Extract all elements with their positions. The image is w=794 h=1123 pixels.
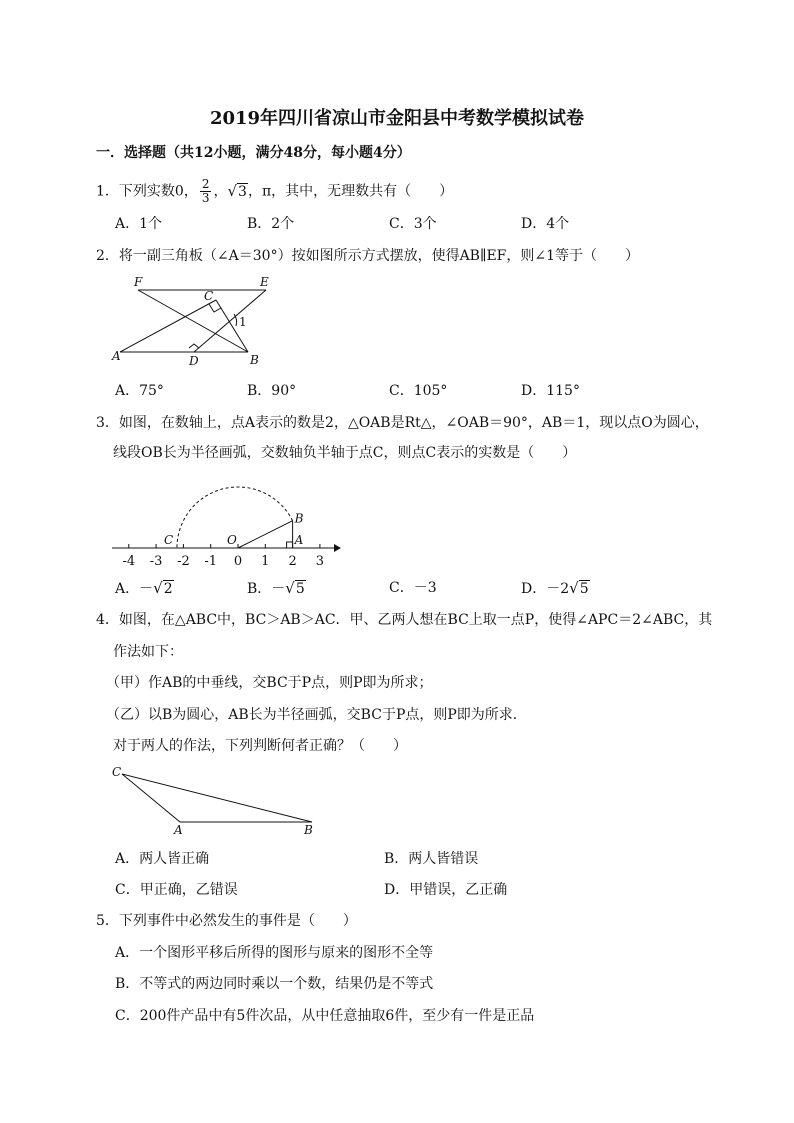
label-o: O — [227, 533, 237, 547]
question-3-line-2: 线段OB长为半径画弧，交数轴负半轴于点C，则点C表示的实数是（ ） — [113, 445, 577, 461]
question-number: 3． — [96, 415, 119, 431]
option-b: B．2个 — [247, 216, 295, 232]
tick-label: 3 — [315, 554, 325, 569]
triangle-figure-q2 — [110, 272, 280, 370]
question-text: 如图，在数轴上，点A表示的数是2，△OAB是Rt△，∠OAB＝90°，AB＝1，现以点O为圆心， — [118, 415, 709, 431]
option-c: C．3个 — [389, 216, 437, 232]
tick-label: 2 — [288, 554, 297, 569]
question-4-line-4: （乙）以B为圆心，AB长为半径画弧，交BC于P点，则P即为所求． — [106, 707, 527, 723]
question-text: ，π，其中，无理数共有（ ） — [247, 183, 454, 200]
question-4-line-2: 作法如下： — [113, 644, 183, 660]
option-b: B．不等式的两边同时乘以一个数，结果仍是不等式 — [115, 976, 434, 992]
option-text: C．－3 — [389, 580, 437, 596]
tick-label: 1 — [261, 554, 270, 569]
label-b: B — [250, 353, 259, 367]
question-number: 2． — [96, 248, 119, 264]
option-d: D．甲错误，乙正确 — [384, 882, 508, 898]
option-d — [521, 578, 590, 599]
tick-label: -2 — [177, 554, 190, 569]
question-text: 如图，在△ABC中，BC＞AB＞AC．甲、乙两人想在BC上取一点P，使得∠APC＝2∠ABC，其 — [118, 612, 713, 628]
option-b: B．90° — [247, 383, 297, 399]
arrow-right-icon — [334, 544, 341, 552]
radical — [285, 578, 305, 599]
option-a — [115, 578, 174, 599]
option-c: C．200件产品中有5件次品，从中任意抽取6件，至少有一件是正品 — [115, 1008, 535, 1024]
triangle-figure-q4 — [108, 762, 320, 840]
question-number: 4． — [96, 612, 119, 628]
question-text: 下列事件中必然发生的事件是（ ） — [118, 913, 357, 929]
radicand: 3 — [238, 183, 247, 200]
option-d: D．4个 — [521, 216, 570, 232]
radicand: 5 — [295, 581, 305, 597]
label-a: A — [174, 823, 183, 837]
label-c: C — [112, 765, 122, 779]
sqrt-icon: √ — [285, 579, 295, 597]
question-text: 下列实数0， — [118, 183, 198, 200]
sqrt-icon: √ — [153, 579, 163, 597]
option-c: C．甲正确，乙错误 — [115, 882, 238, 898]
question-2 — [96, 246, 639, 266]
radicand: 5 — [579, 581, 589, 597]
right-angle-mark-d — [189, 344, 199, 348]
tick-label: -4 — [122, 554, 136, 569]
triangle-abc — [122, 774, 312, 822]
question-text: ， — [213, 183, 228, 200]
fraction-denominator: 3 — [201, 191, 210, 205]
label-c: C — [163, 533, 174, 547]
sqrt-icon: √ — [227, 181, 238, 200]
fraction — [200, 178, 212, 205]
label-a: A — [112, 349, 121, 363]
option-c — [389, 578, 437, 598]
label-angle-1: 1 — [239, 315, 247, 329]
label-b: B — [294, 511, 304, 526]
option-text: A．－ — [115, 581, 154, 597]
label-f: F — [134, 275, 143, 289]
option-b — [247, 578, 306, 599]
label-c: C — [204, 289, 214, 303]
question-number: 1． — [96, 183, 119, 200]
question-1 — [96, 178, 453, 205]
radicand: 2 — [163, 581, 173, 597]
tick-label: -3 — [149, 554, 163, 569]
question-text: 将一副三角板（∠A＝30°）按如图所示方式摆放，使得AB∥EF，则∠1等于（ ） — [118, 248, 640, 264]
option-a: A．75° — [115, 383, 164, 399]
tick-label: 0 — [233, 554, 243, 569]
label-b: B — [304, 823, 313, 837]
section-heading: 一．选择题（共12小题，满分48分，每小题4分） — [96, 145, 411, 161]
option-a: A．一个图形平移后所得的图形与原来的图形不全等 — [115, 945, 434, 961]
tick-label: -1 — [204, 554, 218, 569]
option-c: C．105° — [389, 383, 448, 399]
number-line-figure-q3 — [110, 470, 342, 572]
radical — [153, 578, 173, 599]
radical — [227, 181, 247, 202]
segment-ob — [238, 521, 293, 548]
label-d: D — [189, 354, 199, 368]
option-b: B．两人皆错误 — [384, 851, 479, 867]
fraction-numerator: 2 — [201, 177, 210, 191]
page-title: 2019年四川省凉山市金阳县中考数学模拟试卷 — [209, 108, 585, 129]
option-a: A．1个 — [115, 216, 163, 232]
question-4-line-5: 对于两人的作法，下列判断何者正确？（ ） — [113, 738, 407, 754]
question-number: 5． — [96, 913, 119, 929]
label-e: E — [260, 275, 269, 289]
radical — [569, 578, 589, 599]
question-5 — [96, 911, 357, 931]
right-angle-mark-a — [287, 542, 293, 548]
option-text: B．－ — [247, 581, 286, 597]
label-a: A — [294, 533, 304, 547]
sqrt-icon: √ — [569, 579, 579, 597]
question-4-line-1 — [96, 610, 712, 630]
question-4-line-3: （甲）作AB的中垂线，交BC于P点，则P即为所求； — [106, 675, 433, 691]
option-text: D．－2 — [521, 581, 570, 597]
option-d: D．115° — [521, 383, 580, 399]
segment-fb — [138, 290, 248, 352]
question-3-line-1 — [96, 413, 709, 433]
option-a: A．两人皆正确 — [115, 851, 210, 867]
